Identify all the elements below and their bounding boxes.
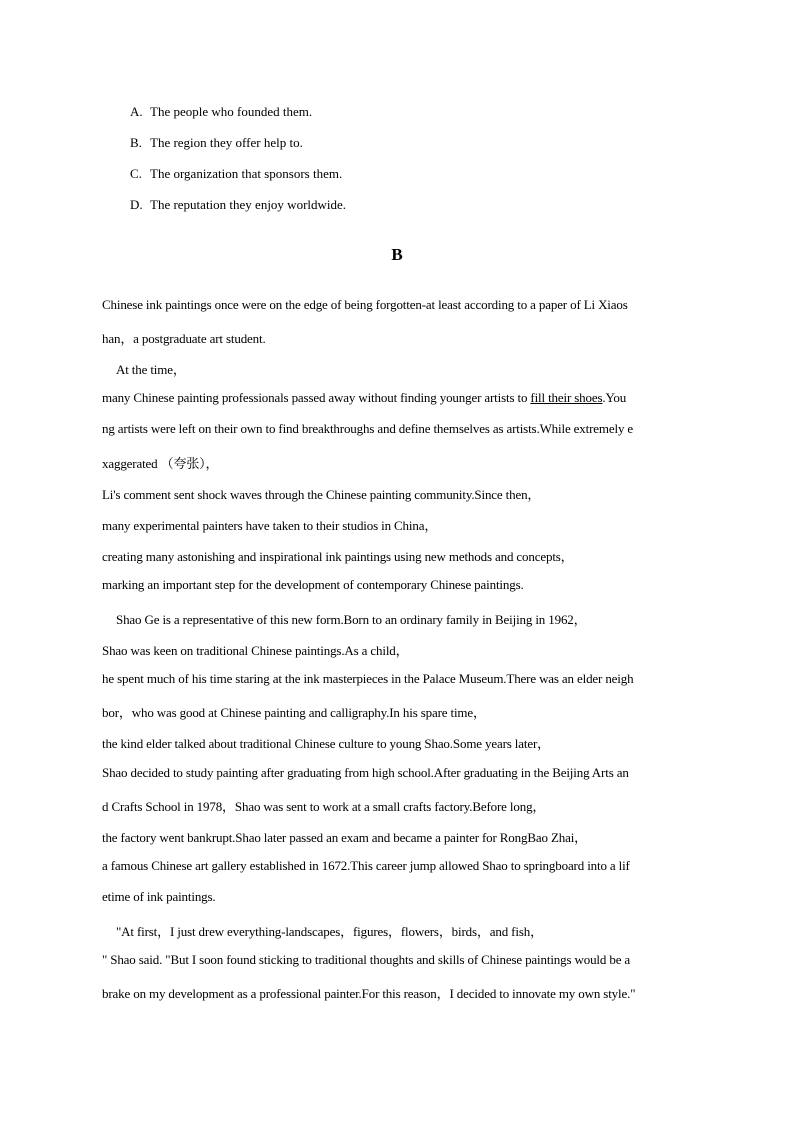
option-text: The reputation they enjoy worldwide. (150, 197, 347, 212)
passage-line: " Shao said. "But I soon found sticking to traditional thoughts and skills of Chinese paintings would be a (102, 952, 631, 967)
section-heading: B (391, 245, 403, 264)
option-letter: A. (130, 104, 143, 119)
option-c[interactable] (130, 166, 342, 182)
passage-line: creating many astonishing and inspirational ink paintings using new methods and concepts， (102, 549, 574, 564)
passage-line: xaggerated （夸张）， (102, 456, 219, 471)
passage-text: .You (602, 390, 627, 405)
passage-line: bor，who was good at Chinese painting and calligraphy.In his spare time， (102, 705, 486, 720)
option-text: The people who founded them. (150, 104, 313, 119)
passage-line: the factory went bankrupt.Shao later passed an exam and became a painter for RongBao Zhai， (102, 830, 588, 845)
option-letter: B. (130, 135, 142, 150)
passage-line: brake on my development as a professional painter.For this reason，I decided to innovate my own style." (102, 986, 636, 1001)
passage-line: many experimental painters have taken to their studios in China， (102, 518, 438, 533)
passage-line (102, 390, 626, 406)
passage-line: etime of ink paintings. (102, 889, 216, 904)
passage-line: marking an important step for the development of contemporary Chinese paintings. (102, 577, 524, 592)
passage-line: Li's comment sent shock waves through the Chinese painting community.Since then， (102, 487, 541, 502)
option-b[interactable] (130, 135, 303, 151)
option-text: The organization that sponsors them. (150, 166, 343, 181)
option-d[interactable] (130, 197, 346, 213)
passage-line: Shao decided to study painting after graduating from high school.After graduating in the Beijing Arts an (102, 765, 629, 780)
passage-line: Shao Ge is a representative of this new form.Born to an ordinary family in Beijing in 1962， (116, 612, 587, 627)
passage-line: At the time， (116, 362, 186, 377)
passage-line: he spent much of his time staring at the ink masterpieces in the Palace Museum.There was an elder neigh (102, 671, 634, 686)
option-letter: D. (130, 197, 143, 212)
passage-line: d Crafts School in 1978，Shao was sent to work at a small crafts factory.Before long， (102, 799, 546, 814)
underlined-phrase: fill their shoes (530, 390, 603, 405)
passage-line: ng artists were left on their own to find breakthroughs and define themselves as artists.While extremely e (102, 421, 634, 436)
passage-text: many Chinese painting professionals passed away without finding younger artists to (102, 390, 531, 405)
passage-line: Chinese ink paintings once were on the edge of being forgotten-at least according to a paper of Li Xiaos (102, 297, 628, 312)
passage-line: Shao was keen on traditional Chinese paintings.As a child， (102, 643, 409, 658)
passage-line: the kind elder talked about traditional Chinese culture to young Shao.Some years later， (102, 736, 550, 751)
option-letter: C. (130, 166, 142, 181)
passage-line: han，a postgraduate art student. (102, 331, 266, 346)
option-a[interactable] (130, 104, 312, 120)
passage-line: "At first，I just drew everything-landscapes，figures，flowers，birds，and fish， (116, 924, 543, 939)
passage-line: a famous Chinese art gallery established in 1672.This career jump allowed Shao to springboard into a lif (102, 858, 630, 873)
option-text: The region they offer help to. (150, 135, 303, 150)
